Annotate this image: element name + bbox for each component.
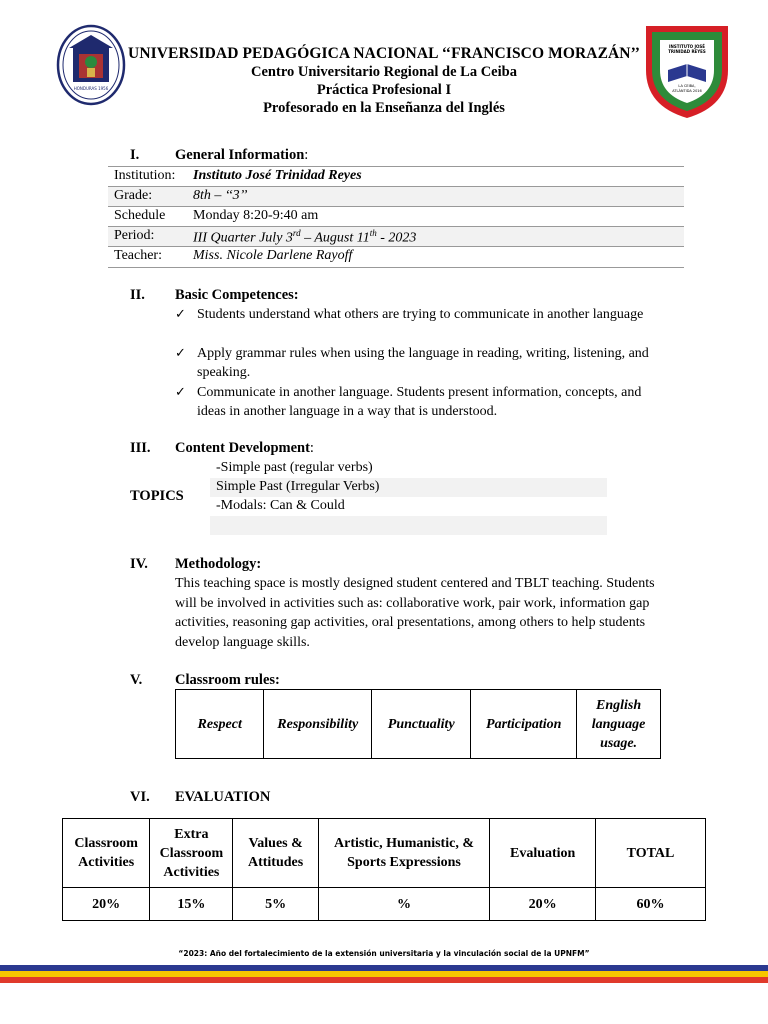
evaluation-table — [62, 818, 706, 921]
info-label: Period: — [114, 228, 155, 243]
info-row-grade — [108, 186, 684, 207]
eval-value: 20% — [490, 888, 596, 921]
topic-item — [210, 516, 607, 535]
section-1-number: I. — [130, 147, 140, 163]
footer-stripe-red — [0, 977, 768, 983]
rule-cell: Participation — [471, 690, 577, 759]
footer-text: “2023: Año del fortalecimiento de la extensión universitaria y la vinculación social de la UPNFM” — [178, 949, 590, 958]
eval-header: TOTAL — [596, 819, 706, 888]
course-name: Práctica Profesional I — [316, 82, 452, 98]
eval-value: 20% — [63, 888, 150, 921]
info-value: Monday 8:20-9:40 am — [193, 208, 319, 223]
section-5-number: V. — [130, 672, 143, 688]
eval-header: Evaluation — [490, 819, 596, 888]
institute-logo-text-top: INSTITUTO JOSÉ TRINIDAD REYES — [668, 44, 706, 54]
eval-header: Artistic, Humanistic, & Sports Expressions — [318, 819, 490, 888]
eval-value: 5% — [233, 888, 318, 921]
institute-logo-text-bottom: LA CEIBA, ATLÁNTIDA 2016 — [672, 84, 702, 93]
section-2-title: Basic Competences: — [175, 287, 299, 303]
check-icon: ✓ — [175, 346, 186, 361]
eval-value: 60% — [596, 888, 706, 921]
info-row-teacher — [108, 246, 684, 268]
university-logo-text: HONDURAS 1956 — [73, 86, 109, 91]
eval-header: Values & Attitudes — [233, 819, 318, 888]
section-1-title: General Information: — [175, 147, 309, 163]
info-row-schedule — [108, 206, 684, 227]
info-value: Miss. Nicole Darlene Rayoff — [193, 248, 353, 263]
info-label: Schedule — [114, 208, 166, 223]
info-value: 8th – ‘‘3’’ — [193, 188, 248, 203]
section-2-number: II. — [130, 287, 145, 303]
info-value: III Quarter July 3rd – August 11th - 2023 — [193, 228, 417, 246]
section-6-number: VI. — [130, 789, 150, 805]
section-3-title: Content Development: — [175, 440, 314, 456]
topic-item: Simple Past (Irregular Verbs) — [210, 478, 607, 497]
info-row-period — [108, 226, 684, 247]
eval-header: Classroom Activities — [63, 819, 150, 888]
section-4-number: IV. — [130, 556, 148, 572]
info-label: Teacher: — [114, 248, 162, 263]
info-label: Institution: — [114, 168, 176, 183]
check-icon: ✓ — [175, 385, 186, 400]
topic-item: -Simple past (regular verbs) — [216, 460, 373, 475]
university-name: UNIVERSIDAD PEDAGÓGICA NACIONAL ‘‘FRANCISCO MORAZÁN’’ — [128, 45, 640, 62]
section-3-number: III. — [130, 440, 151, 456]
check-icon: ✓ — [175, 307, 186, 322]
program-name: Profesorado en la Enseñanza del Inglés — [263, 100, 505, 116]
info-row-institution — [108, 166, 684, 187]
topic-item: -Modals: Can & Could — [216, 498, 345, 513]
center-name: Centro Universitario Regional de La Ceiba — [251, 64, 517, 80]
eval-value: % — [318, 888, 490, 921]
section-6-title: EVALUATION — [175, 789, 271, 805]
topics-label: TOPICS — [130, 488, 184, 504]
methodology-text: This teaching space is mostly designed student centered and TBLT teaching. Students will be involved in activities such as: collaborative work, pair work, information gap activities, reasoning gap activities, oral presentations, among others to help students develop language skills. — [175, 576, 655, 650]
section-5-title: Classroom rules: — [175, 672, 280, 688]
info-value: Instituto José Trinidad Reyes — [193, 168, 362, 183]
rules-table — [175, 689, 661, 759]
competence-item: ✓ Communicate in another language. Students present information, concepts, and ideas in another language in a way that is understood. — [175, 385, 642, 419]
section-4-title: Methodology: — [175, 556, 262, 572]
rule-cell: Punctuality — [372, 690, 471, 759]
eval-header: Extra Classroom Activities — [150, 819, 233, 888]
rule-cell: English language usage. — [577, 690, 661, 759]
competence-item: ✓ Apply grammar rules when using the language in reading, writing, listening, and speaking. — [175, 346, 649, 380]
competence-item: ✓ Students understand what others are trying to communicate in another language — [175, 307, 644, 322]
eval-value: 15% — [150, 888, 233, 921]
rule-cell: Respect — [176, 690, 264, 759]
rule-cell: Responsibility — [264, 690, 372, 759]
info-label: Grade: — [114, 188, 153, 203]
